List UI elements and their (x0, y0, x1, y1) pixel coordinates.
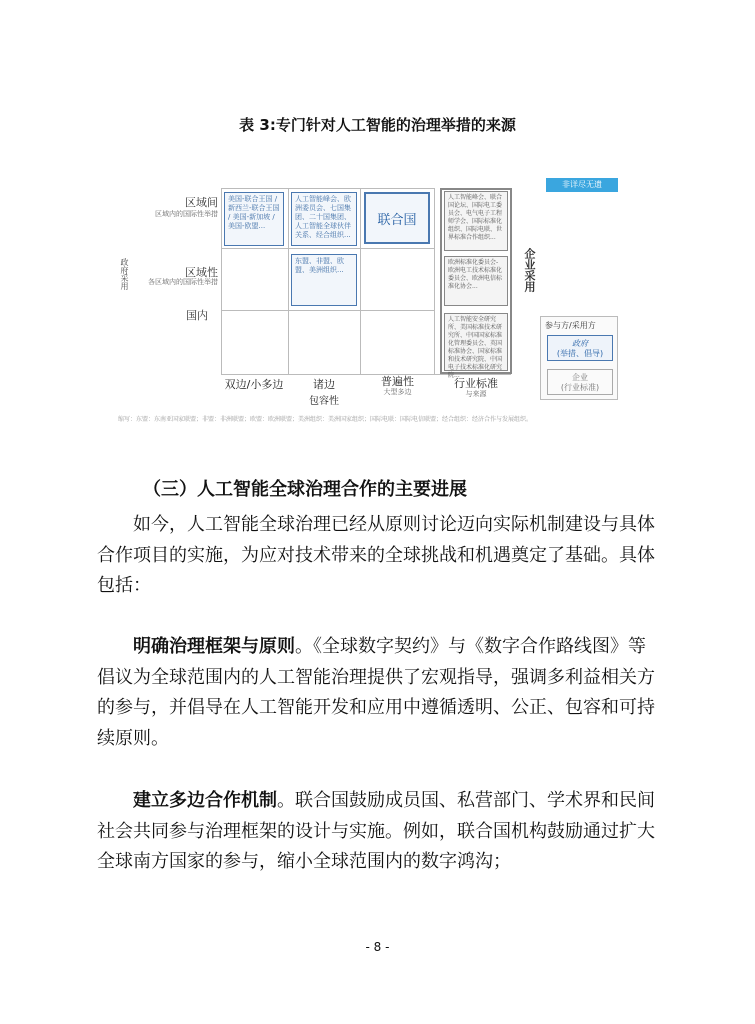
row-sub-interregional: 区域内的国际性举措 (155, 210, 218, 218)
col-sub-universal: 大型多边 (383, 388, 412, 396)
col-label-plurilateral: 诸边 (313, 378, 335, 391)
non-exhaustive-badge: 非详尽无遗 (546, 178, 618, 192)
row-label-interregional: 区域间 (185, 196, 218, 209)
legend-box (540, 316, 618, 400)
col-sub-industry: 与来源 (465, 390, 487, 398)
cell-universal-interregional: 联合国 (364, 192, 430, 244)
row-label-regional: 区域性 (185, 266, 218, 279)
grid-vline (221, 188, 222, 374)
cell-plurilateral-regional: 东盟、非盟、欧盟、美洲组织... (291, 254, 357, 306)
paragraph-multilateral-text: 。联合国鼓励成员国、私营部门、学术界和民间社会共同参与治理框架的设计与实施。例如，联合国机构鼓励通过扩大全球南方国家的参与，缩小全球范围内的数字鸿沟； (97, 790, 655, 873)
paragraph-framework-bold: 明确治理框架与原则 (133, 636, 295, 657)
paragraph-framework-text: 。《全球数字契约》与《数字合作路线图》等倡议为全球范围内的人工智能治理提供了宏观指导，强调多利益相关方的参与，并倡导在人工智能开发和应用中遵循透明、公正、包容和可持续原则。 (97, 636, 655, 749)
grid-hline (221, 188, 434, 189)
col-label-universal: 普遍性 (381, 375, 414, 388)
y-axis-label: 政府采用 (120, 258, 129, 290)
page-number: - 8 - (365, 940, 390, 954)
legend-government (547, 335, 613, 361)
paragraph-multilateral (97, 786, 663, 878)
col-label-bilateral: 双边/小多边 (224, 378, 284, 391)
grid-vline (360, 188, 361, 374)
section-heading: （三）人工智能全球治理合作的主要进展 (143, 479, 467, 500)
figure-footnote: 缩写：东盟：东南亚国家联盟；非盟：非洲联盟；欧盟：欧洲联盟；美洲组织：美洲国家组织；国际电联：国际电信联盟；经合组织：经济合作与发展组织。 (118, 416, 533, 423)
paragraph-intro-text: 如今，人工智能全球治理已经从原则讨论迈向实际机制建设与具体合作项目的实施，为应对技术带来的全球挑战和机遇奠定了基础。具体包括： (97, 514, 655, 597)
paragraph-framework (97, 632, 663, 754)
row-label-domestic: 国内 (186, 309, 208, 322)
x-axis-group-label: 包容性 (309, 396, 339, 407)
grid-vline (434, 188, 435, 374)
cell-bilateral-interregional: 美国-联合王国 / 新西兰-联合王国 / 美国-新加坡 / 美国-欧盟... (224, 192, 284, 246)
legend-title: 参与方/采用方 (545, 321, 596, 330)
cell-industry-interregional: 人工智能峰会、联合国论坛、国际电工委员会、电气电子工程师学会、国际标准化组织、国际电联、世界标准合作组织... (444, 191, 508, 251)
legend-government-sub: (举措、倡导) (556, 349, 604, 358)
paragraph-multilateral-bold: 建立多边合作机制 (133, 790, 277, 811)
grid-vline (288, 188, 289, 374)
legend-enterprise-sub: (行业标准) (560, 383, 600, 392)
legend-enterprise-label: 企业 (572, 373, 588, 382)
legend-enterprise (547, 369, 613, 395)
row-sub-regional: 各区域内的国际性举措 (148, 278, 218, 286)
paragraph-intro (97, 510, 663, 602)
legend-government-label: 政府 (572, 339, 588, 348)
grid-hline (221, 310, 434, 311)
table-title: 表 3:专门针对人工智能的治理举措的来源 (239, 116, 516, 134)
cell-industry-regional: 欧洲标准化委员会-欧洲电工技术标准化委员会、欧洲电信标准化协会... (444, 256, 508, 306)
governance-figure (118, 168, 648, 458)
right-axis-label: 企业采用 (523, 248, 536, 292)
col-label-industry: 行业标准 (454, 377, 498, 390)
cell-plurilateral-interregional: 人工智能峰会、欧洲委员会、七国集团、二十国集团、人工智能全球伙伴关系、经合组织... (291, 192, 357, 246)
grid-hline (221, 248, 434, 249)
cell-industry-domestic: 人工智能安全研究所、美国标准技术研究所、中国国家标准化管理委员会、英国标准协会、国家标准和技术研究院、中国电子技术标准化研究院... (444, 313, 508, 371)
